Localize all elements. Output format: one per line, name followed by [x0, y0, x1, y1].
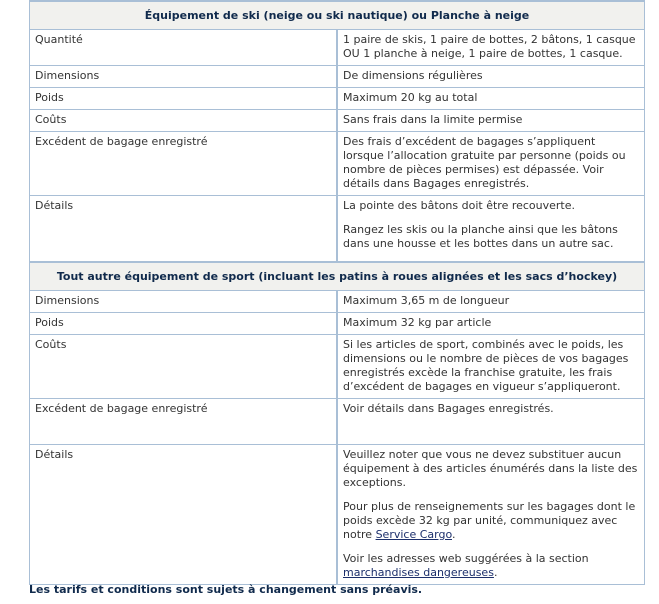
dangerous-goods-link[interactable]: marchandises dangereuses — [343, 566, 494, 579]
row-label-costs: Coûts — [30, 335, 338, 399]
row-value-weight: Maximum 32 kg par article — [337, 313, 645, 335]
row-label-costs: Coûts — [30, 110, 338, 132]
row-label-dimensions: Dimensions — [30, 291, 338, 313]
row-label-weight: Poids — [30, 313, 338, 335]
details-paragraph — [343, 500, 639, 542]
row-label-excess-baggage: Excédent de bagage enregistré — [30, 132, 338, 196]
table-row — [30, 110, 645, 132]
row-value-costs: Si les articles de sport, combinés avec le poids, les dimensions ou le nombre de pièces de vos bagages enregistrés excède la franchise gratuite, les frais d’excédent de bagages en vigueur s’appliqueront. — [337, 335, 645, 399]
baggage-info-table-wrapper — [29, 0, 645, 585]
row-value-details — [337, 445, 645, 585]
row-value-details — [337, 196, 645, 263]
section-heading-row — [30, 262, 645, 291]
section-heading-ski: Équipement de ski (neige ou ski nautique) ou Planche à neige — [30, 1, 645, 30]
row-value-quantity: 1 paire de skis, 1 paire de bottes, 2 bâtons, 1 casque OU 1 planche à neige, 1 paire de bottes, 1 casque. — [337, 30, 645, 66]
section-heading-row — [30, 1, 645, 30]
table-row — [30, 335, 645, 399]
details-paragraph: Veuillez noter que vous ne devez substituer aucun équipement à des articles énumérés dans la liste des exceptions. — [343, 448, 638, 489]
row-label-excess-baggage: Excédent de bagage enregistré — [30, 399, 338, 445]
row-value-weight: Maximum 20 kg au total — [337, 88, 645, 110]
row-value-dimensions: Maximum 3,65 m de longueur — [337, 291, 645, 313]
table-row — [30, 196, 645, 263]
section-heading-other-sports: Tout autre équipement de sport (incluant les patins à roues alignées et les sacs d’hockey) — [30, 262, 645, 291]
details-paragraph: Rangez les skis ou la planche ainsi que les bâtons dans une housse et les bottes dans un autre sac. — [343, 223, 618, 250]
table-row — [30, 30, 645, 66]
table-row — [30, 291, 645, 313]
row-value-costs: Sans frais dans la limite permise — [337, 110, 645, 132]
sports-equipment-table — [29, 0, 645, 585]
table-row — [30, 132, 645, 196]
table-row — [30, 66, 645, 88]
details-paragraph: La pointe des bâtons doit être recouverte. — [343, 199, 576, 212]
row-label-details: Détails — [30, 445, 338, 585]
details-paragraph — [343, 552, 639, 580]
details-text: . — [451, 528, 456, 541]
row-label-quantity: Quantité — [30, 30, 338, 66]
details-text: . — [493, 566, 498, 579]
rates-disclaimer: Les tarifs et conditions sont sujets à changement sans préavis. — [29, 583, 423, 596]
row-label-details: Détails — [30, 196, 338, 263]
service-cargo-link[interactable]: Service Cargo — [375, 528, 452, 541]
table-row — [30, 445, 645, 585]
table-row — [30, 88, 645, 110]
table-row — [30, 399, 645, 445]
row-value-excess-baggage: Des frais d’excédent de bagages s’appliquent lorsque l’allocation gratuite par personne (poids ou nombre de pièces permises) est dépassée. Voir détails dans Bagages enregistrés. — [337, 132, 645, 196]
details-text: Voir les adresses web suggérées à la section — [343, 552, 589, 565]
row-label-dimensions: Dimensions — [30, 66, 338, 88]
row-value-dimensions: De dimensions régulières — [337, 66, 645, 88]
row-label-weight: Poids — [30, 88, 338, 110]
table-row — [30, 313, 645, 335]
row-value-excess-baggage: Voir détails dans Bagages enregistrés. — [337, 399, 645, 445]
details-text: Pour plus de renseignements sur les bagages dont le poids excède 32 kg par unité, communiquez avec notre — [343, 500, 636, 541]
